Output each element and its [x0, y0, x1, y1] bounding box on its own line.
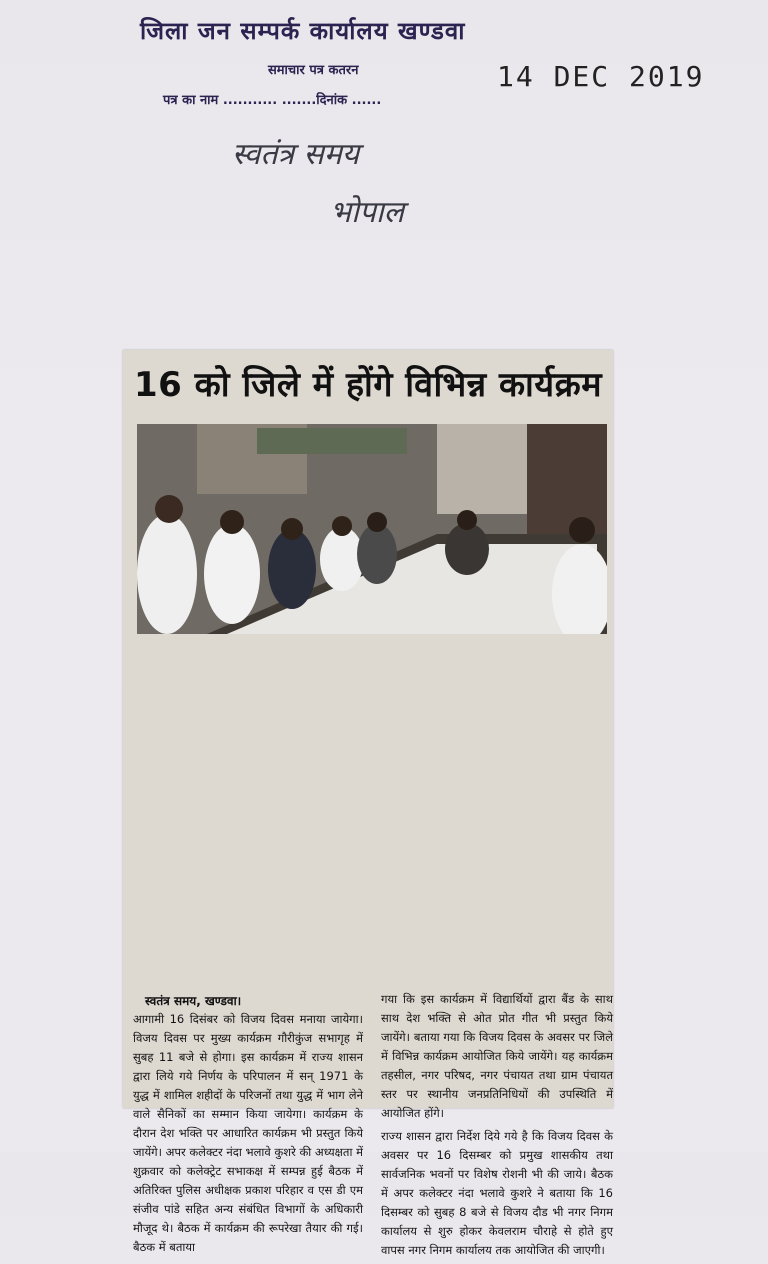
right-column-paragraph-2: राज्य शासन द्वारा निर्देश दिये गये है कि विजय दिवस के अवसर पर 16 दिसम्बर को प्रमुख शासकीय तथा सार्वजनिक भवनों पर विशेष रोशनी भी की जाये। बैठक में अपर कलेक्टर नंदा भलावे कुशरे ने बताया कि 16 दिसम्बर को सुबह 8 बजे से विजय दौड भी नगर निगम कार्यालय से शुरु होकर केवलराम चौराहे से होते हुए वापस नगर निगम कार्यालय तक आयोजित की जाएगी।	[381, 1129, 613, 1257]
article-right-column	[381, 990, 613, 1264]
newspaper-clipping	[123, 350, 613, 1257]
stamp-section-line: समाचार पत्र कतरन	[268, 63, 359, 78]
article-left-column	[133, 1010, 363, 1261]
date-stamp: 14 DEC 2019	[497, 60, 705, 93]
stamp-paper-name-line: पत्र का नाम ........... .......दिनांक ......	[163, 93, 382, 108]
article-byline: स्वतंत्र समय, खण्डवा।	[145, 994, 242, 1008]
handwritten-paper-name: स्वतंत्र समय	[232, 137, 360, 172]
meeting-photo	[137, 424, 607, 984]
office-stamp-title: जिला जन सम्पर्क कार्यालय खण्डवा	[140, 17, 466, 45]
left-column-text: आगामी 16 दिसंबर को विजय दिवस मनाया जायेगा। विजय दिवस पर मुख्य कार्यक्रम गौरीकुंज सभागृह में सुबह 11 बजे से होगा। इस कार्यक्रम में राज्य शासन द्वारा लिये गये निर्णय के परिपालन में सन् 1971 के युद्ध में शामिल शहीदों के परिजनों तथा युद्ध में भाग लेने वाले सैनिकों का सम्मान किया जायेगा। कार्यक्रम के दौरान देश भक्ति पर आधारित कार्यक्रम भी प्रस्तुत किये जायेंगे। अपर कलेक्टर नंदा भलावे कुशरे की अध्यक्षता में शुक्रवार को कलेक्ट्रेट सभाकक्ष में सम्पन्न हुई बैठक में अतिरिक्त पुलिस अधीक्षक प्रकाश परिहार व एस डी एम संजीव पांडे सहित अन्य संबंधित विभागों के अधिकारी मौजूद थे। बैठक में कार्यक्रम की रूपरेखा तैयार की गई। बैठक में बताया	[133, 1012, 363, 1254]
handwritten-city: भोपाल	[330, 195, 405, 230]
right-column-paragraph-1: गया कि इस कार्यक्रम में विद्यार्थियों द्वारा बैंड के साथ साथ देश भक्ति से ओत प्रोत गीत भी प्रस्तुत किये जायेंगे। बताया गया कि विजय दिवस के अवसर पर जिले में विभिन्न कार्यक्रम आयोजित किये जायेंगे। यह कार्यक्रम तहसील, नगर परिषद, नगर पंचायत तथा ग्राम पंचायत स्तर पर स्थानीय जनप्रतिनिधियों की उपस्थिति में आयोजित होंगे।	[381, 992, 613, 1120]
meeting-photo-image	[137, 424, 607, 634]
article-headline: 16 को जिले में होंगे विभिन्न कार्यक्रम	[133, 365, 603, 405]
